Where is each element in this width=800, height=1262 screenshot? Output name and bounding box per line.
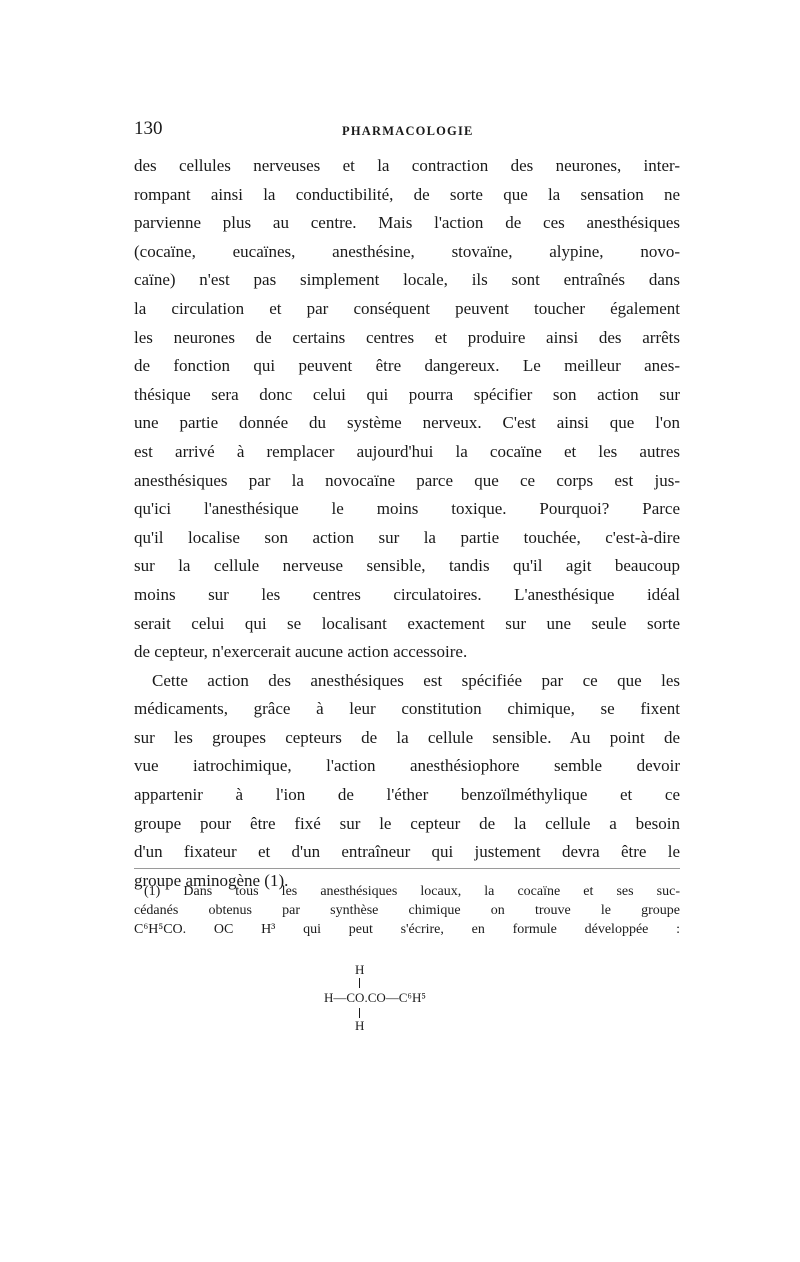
structural-formula [322, 962, 462, 1042]
text-line: serait celui qui se localisant exactement sur une seule sorte [134, 613, 680, 633]
footnote [134, 882, 680, 939]
footnote-line: cédanés obtenus par synthèse chimique on trouve le groupe [134, 903, 680, 918]
text-line: les neurones de certains centres et produire ainsi des arrêts [134, 327, 680, 347]
page-number: 130 [134, 118, 163, 139]
text-line: groupe pour être fixé sur le cepteur de la cellule a besoin [134, 813, 680, 833]
text-line: Cette action des anesthésiques est spécifiée par ce que les [152, 670, 680, 690]
text-line: la circulation et par conséquent peuvent toucher également [134, 298, 680, 318]
running-title: PHARMACOLOGIE [342, 124, 474, 138]
footnote-divider [134, 868, 680, 869]
footnote-line: (1) Dans tous les anesthésiques locaux, la cocaïne et ses suc- [144, 884, 680, 899]
text-line: parvienne plus au centre. Mais l'action de ces anesthésiques [134, 213, 680, 233]
text-line: de cepteur, n'exercerait aucune action accessoire. [134, 642, 468, 662]
text-line: moins sur les centres circulatoires. L'anesthésique idéal [134, 584, 680, 604]
text-line: anesthésiques par la novocaïne parce que ce corps est jus- [134, 470, 680, 490]
formula-main-chain: H—CO.CO—C⁶H⁵ [324, 990, 426, 1005]
text-line: d'un fixateur et d'un entraîneur qui justement devra être le [134, 842, 680, 862]
text-line: est arrivé à remplacer aujourd'hui la cocaïne et les autres [134, 441, 680, 461]
text-line: qu'ici l'anesthésique le moins toxique. Pourquoi? Parce [134, 499, 680, 519]
text-line: médicaments, grâce à leur constitution chimique, se fixent [134, 699, 680, 719]
text-line: thésique sera donc celui qui pourra spécifier son action sur [134, 384, 680, 404]
text-line: une partie donnée du système nerveux. C'est ainsi que l'on [134, 413, 680, 433]
text-line: rompant ainsi la conductibilité, de sorte que la sensation ne [134, 184, 680, 204]
formula-bottom-atom: H [355, 1018, 365, 1033]
text-line: vue iatrochimique, l'action anesthésiophore semble devoir [134, 756, 680, 776]
formula-vertical-bond [359, 978, 360, 988]
formula-top-atom: H [355, 962, 365, 977]
formula-vertical-bond [359, 1008, 360, 1018]
text-line: de fonction qui peuvent être dangereux. Le meilleur anes- [134, 356, 680, 376]
body-text [134, 152, 680, 895]
footnote-line: C⁶H⁵CO. OC H³ qui peut s'écrire, en formule développée : [134, 922, 680, 937]
text-line: groupe aminogène (1). [134, 870, 289, 890]
text-line: sur les groupes cepteurs de la cellule sensible. Au point de [134, 727, 680, 747]
text-line: qu'il localise son action sur la partie touchée, c'est-à-dire [134, 527, 680, 547]
text-line: sur la cellule nerveuse sensible, tandis qu'il agit beaucoup [134, 556, 680, 576]
text-line: appartenir à l'ion de l'éther benzoïlméthylique et ce [134, 785, 680, 805]
text-line: (cocaïne, eucaïnes, anesthésine, stovaïne, alypine, novo- [134, 241, 680, 261]
running-head [134, 118, 680, 142]
text-line: des cellules nerveuses et la contraction des neurones, inter- [134, 156, 680, 175]
text-line: caïne) n'est pas simplement locale, ils sont entraînés dans [134, 270, 680, 290]
